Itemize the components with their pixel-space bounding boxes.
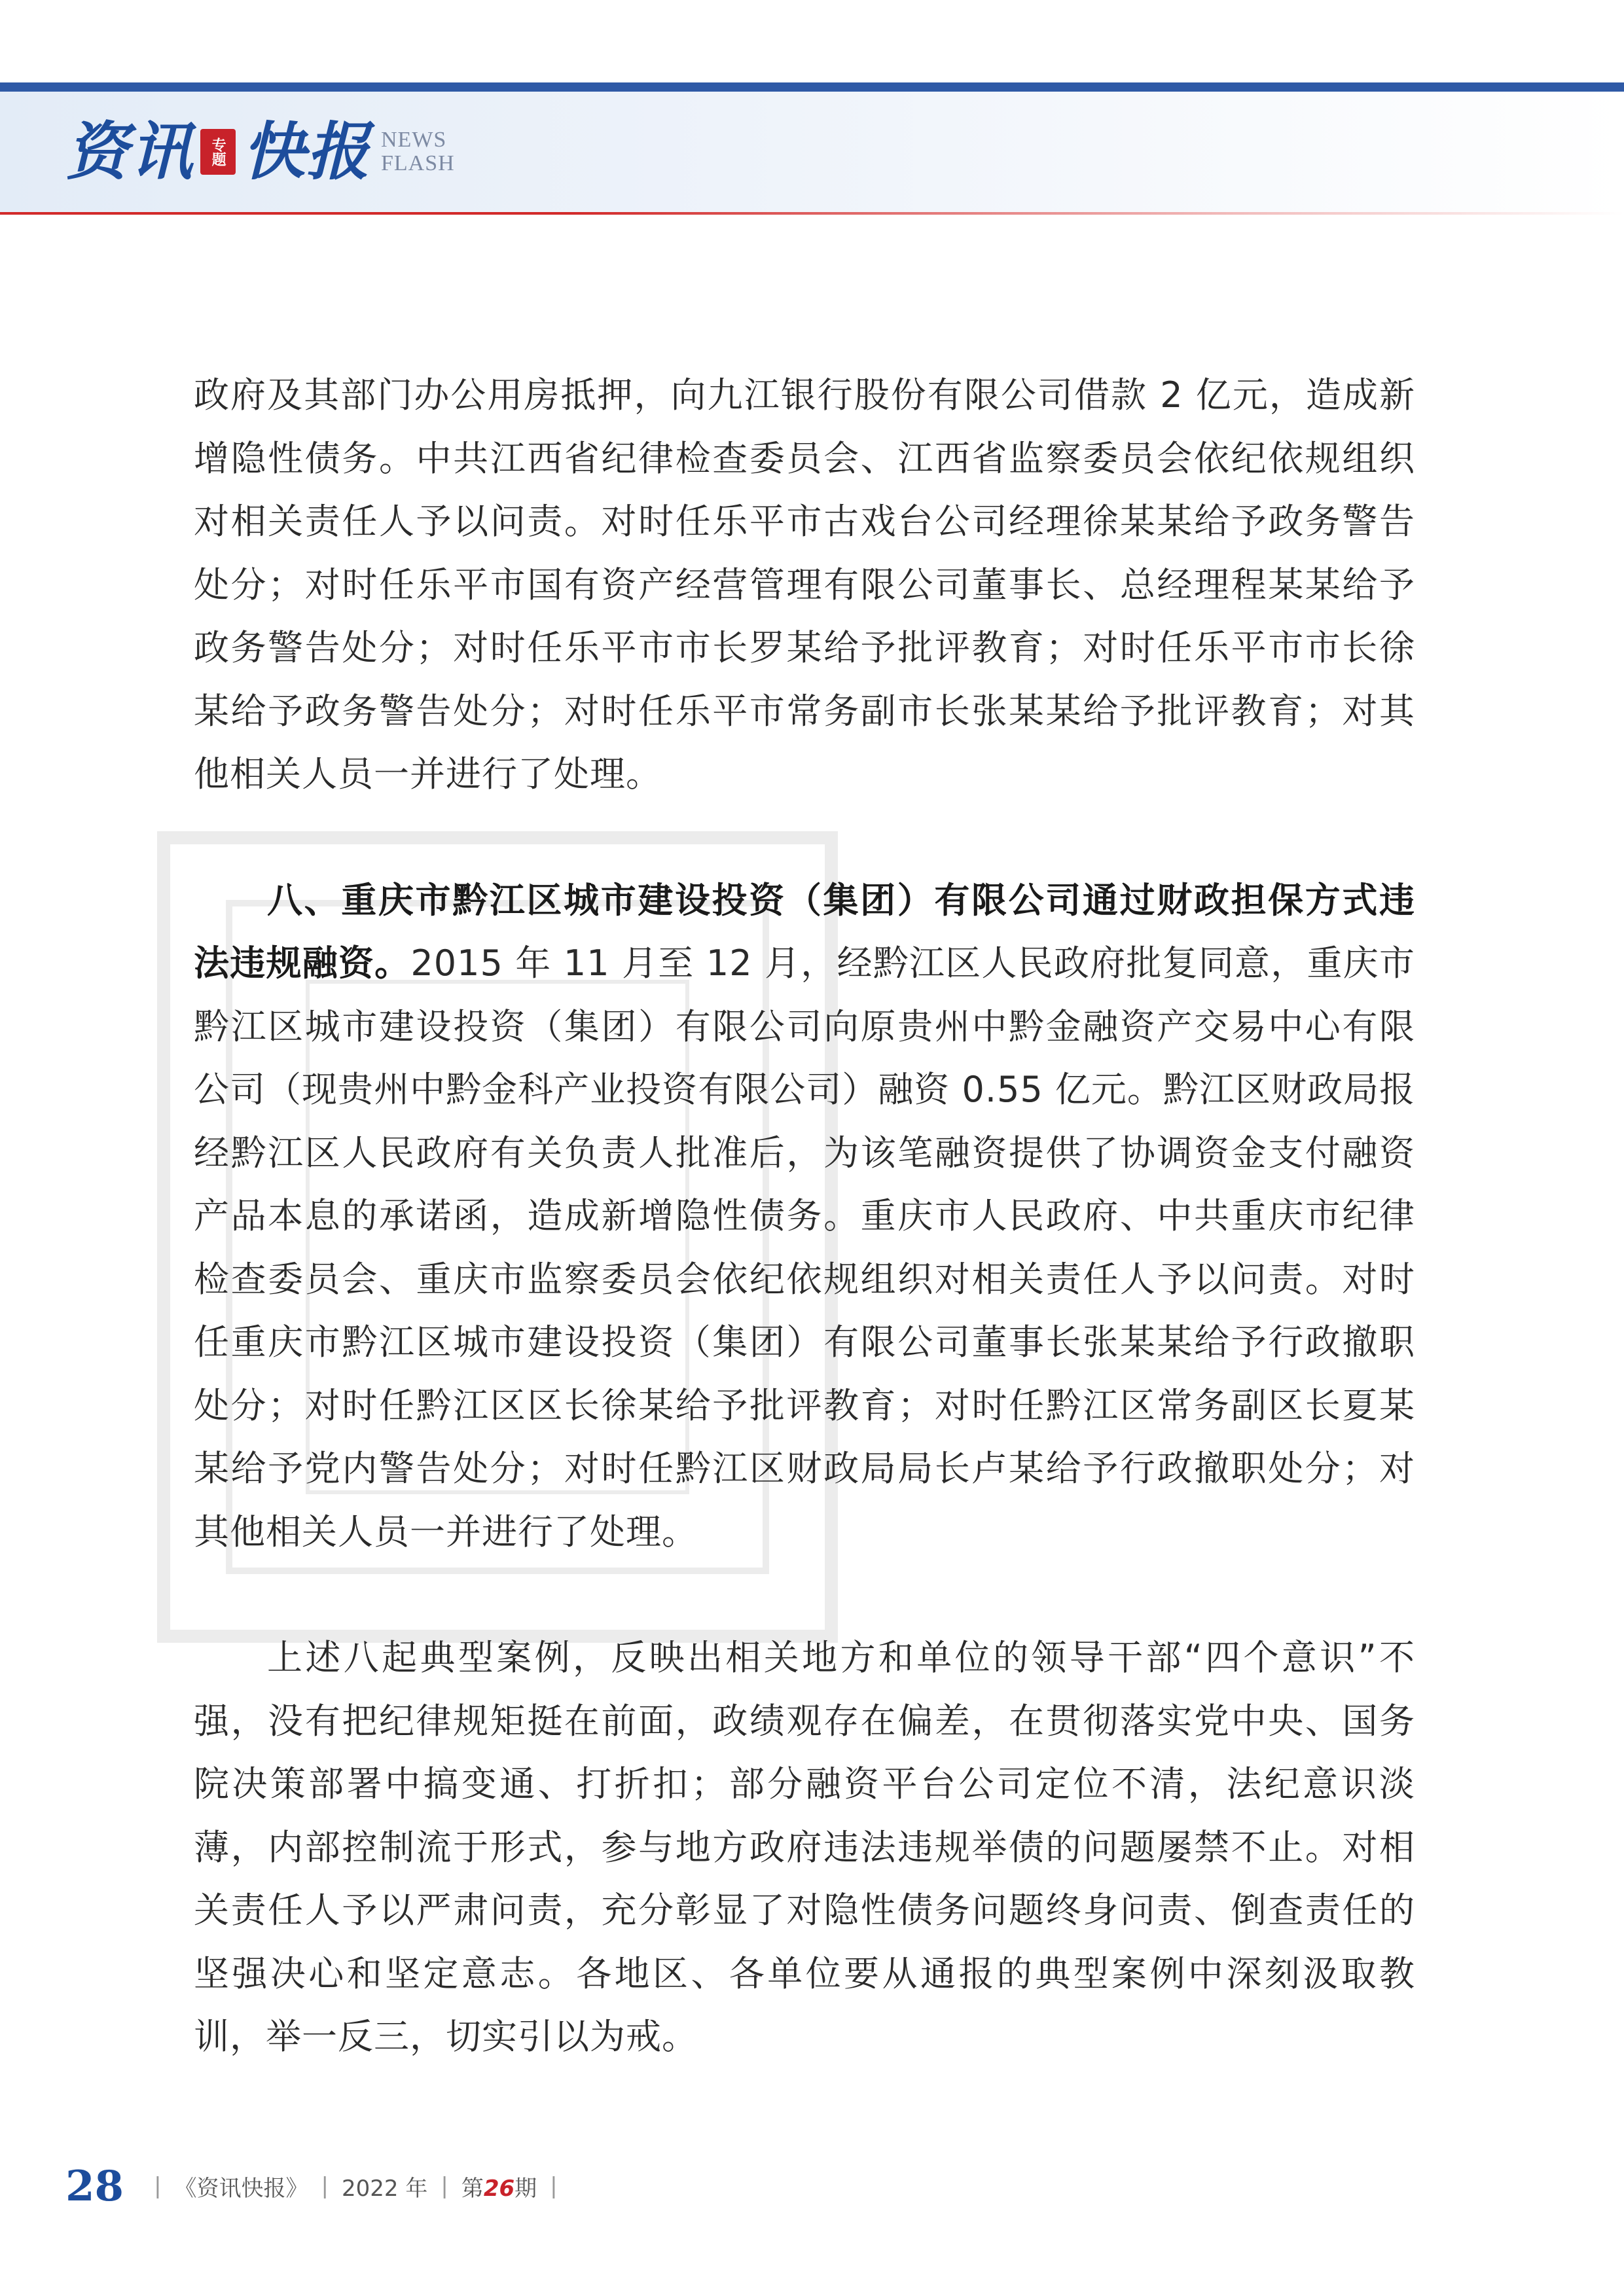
masthead-subtitle-line2: FLASH [381, 151, 455, 175]
masthead [65, 113, 455, 191]
masthead-title-right: 快报 [242, 115, 370, 188]
masthead-subtitle-line1: NEWS [381, 128, 447, 152]
footer-year: 2022 年 [342, 2175, 428, 2202]
masthead-subtitle [381, 128, 455, 175]
masthead-title-left: 资讯 [65, 115, 194, 188]
paragraph-1: 政府及其部门办公用房抵押，向九江银行股份有限公司借款 2 亿元，造成新增隐性债务。中共江西省纪律检查委员会、江西省监察委员会依纪依规组织对相关责任人予以问责。对时任乐平市古戏台公司经理徐某某给予政务警告处分；对时任乐平市国有资产经营管理有限公司董事长、总经理程某某给予政务警告处分；对时任乐平市市长罗某给予批评教育；对时任乐平市市长徐某给予政务警告处分；对时任乐平市常务副市长张某某给予批评教育；对其他相关人员一并进行了处理。 [194, 374, 1415, 795]
header-top-bar [0, 82, 1624, 92]
paragraph-2 [194, 869, 1415, 1564]
page-footer: 28 | 《资讯快报》 | 2022 年 | 第26期 | [65, 2161, 558, 2211]
footer-issue: 第26期 [461, 2175, 537, 2202]
paragraph-2-body: 2015 年 11 月至 12 月，经黔江区人民政府批复同意，重庆市黔江区城市建设投资（集团）有限公司向原贵州中黔金融资产交易中心有限公司（现贵州中黔金科产业投资有限公司）融资 0.55 亿元。黔江区财政局报经黔江区人民政府有关负责人批准后，为该笔融资提供了协调资金支付融资产品本息的承诺函，造成新增隐性债务。重庆市人民政府、中共重庆市纪律检查委员会、重庆市监察委员会依纪依规组织对相关责任人予以问责。对时任重庆市黔江区城市建设投资（集团）有限公司董事长张某某给予行政撤职处分；对时任黔江区区长徐某给予批评教育；对时任黔江区常务副区长夏某某给予党内警告处分；对时任黔江区财政局局长卢某给予行政撤职处分；对其他相关人员一并进行了处理。 [194, 942, 1415, 1552]
page-number: 28 [65, 2161, 124, 2211]
paragraph-3: 上述八起典型案例，反映出相关地方和单位的领导干部“四个意识”不强，没有把纪律规矩挺在前面，政绩观存在偏差，在贯彻落实党中央、国务院决策部署中搞变通、打折扣；部分融资平台公司定位不清，法纪意识淡薄，内部控制流于形式，参与地方政府违法违规举债的问题屡禁不止。对相关责任人予以严肃问责，充分彰显了对隐性债务问题终身问责、倒查责任的坚强决心和坚定意志。各地区、各单位要从通报的典型案例中深刻汲取教训，举一反三，切实引以为戒。 [194, 1637, 1415, 2057]
article-body [194, 364, 1415, 2069]
footer-publication: 《资讯快报》 [174, 2175, 308, 2202]
paragraph-2-heading: 八、重庆市黔江区城市建设投资（集团）有限公司通过财政担保方式违法违规融资。 [194, 879, 1415, 984]
header-divider [0, 212, 1624, 215]
issue-number: 26 [483, 2175, 515, 2202]
masthead-seal: 专题 [200, 129, 236, 175]
